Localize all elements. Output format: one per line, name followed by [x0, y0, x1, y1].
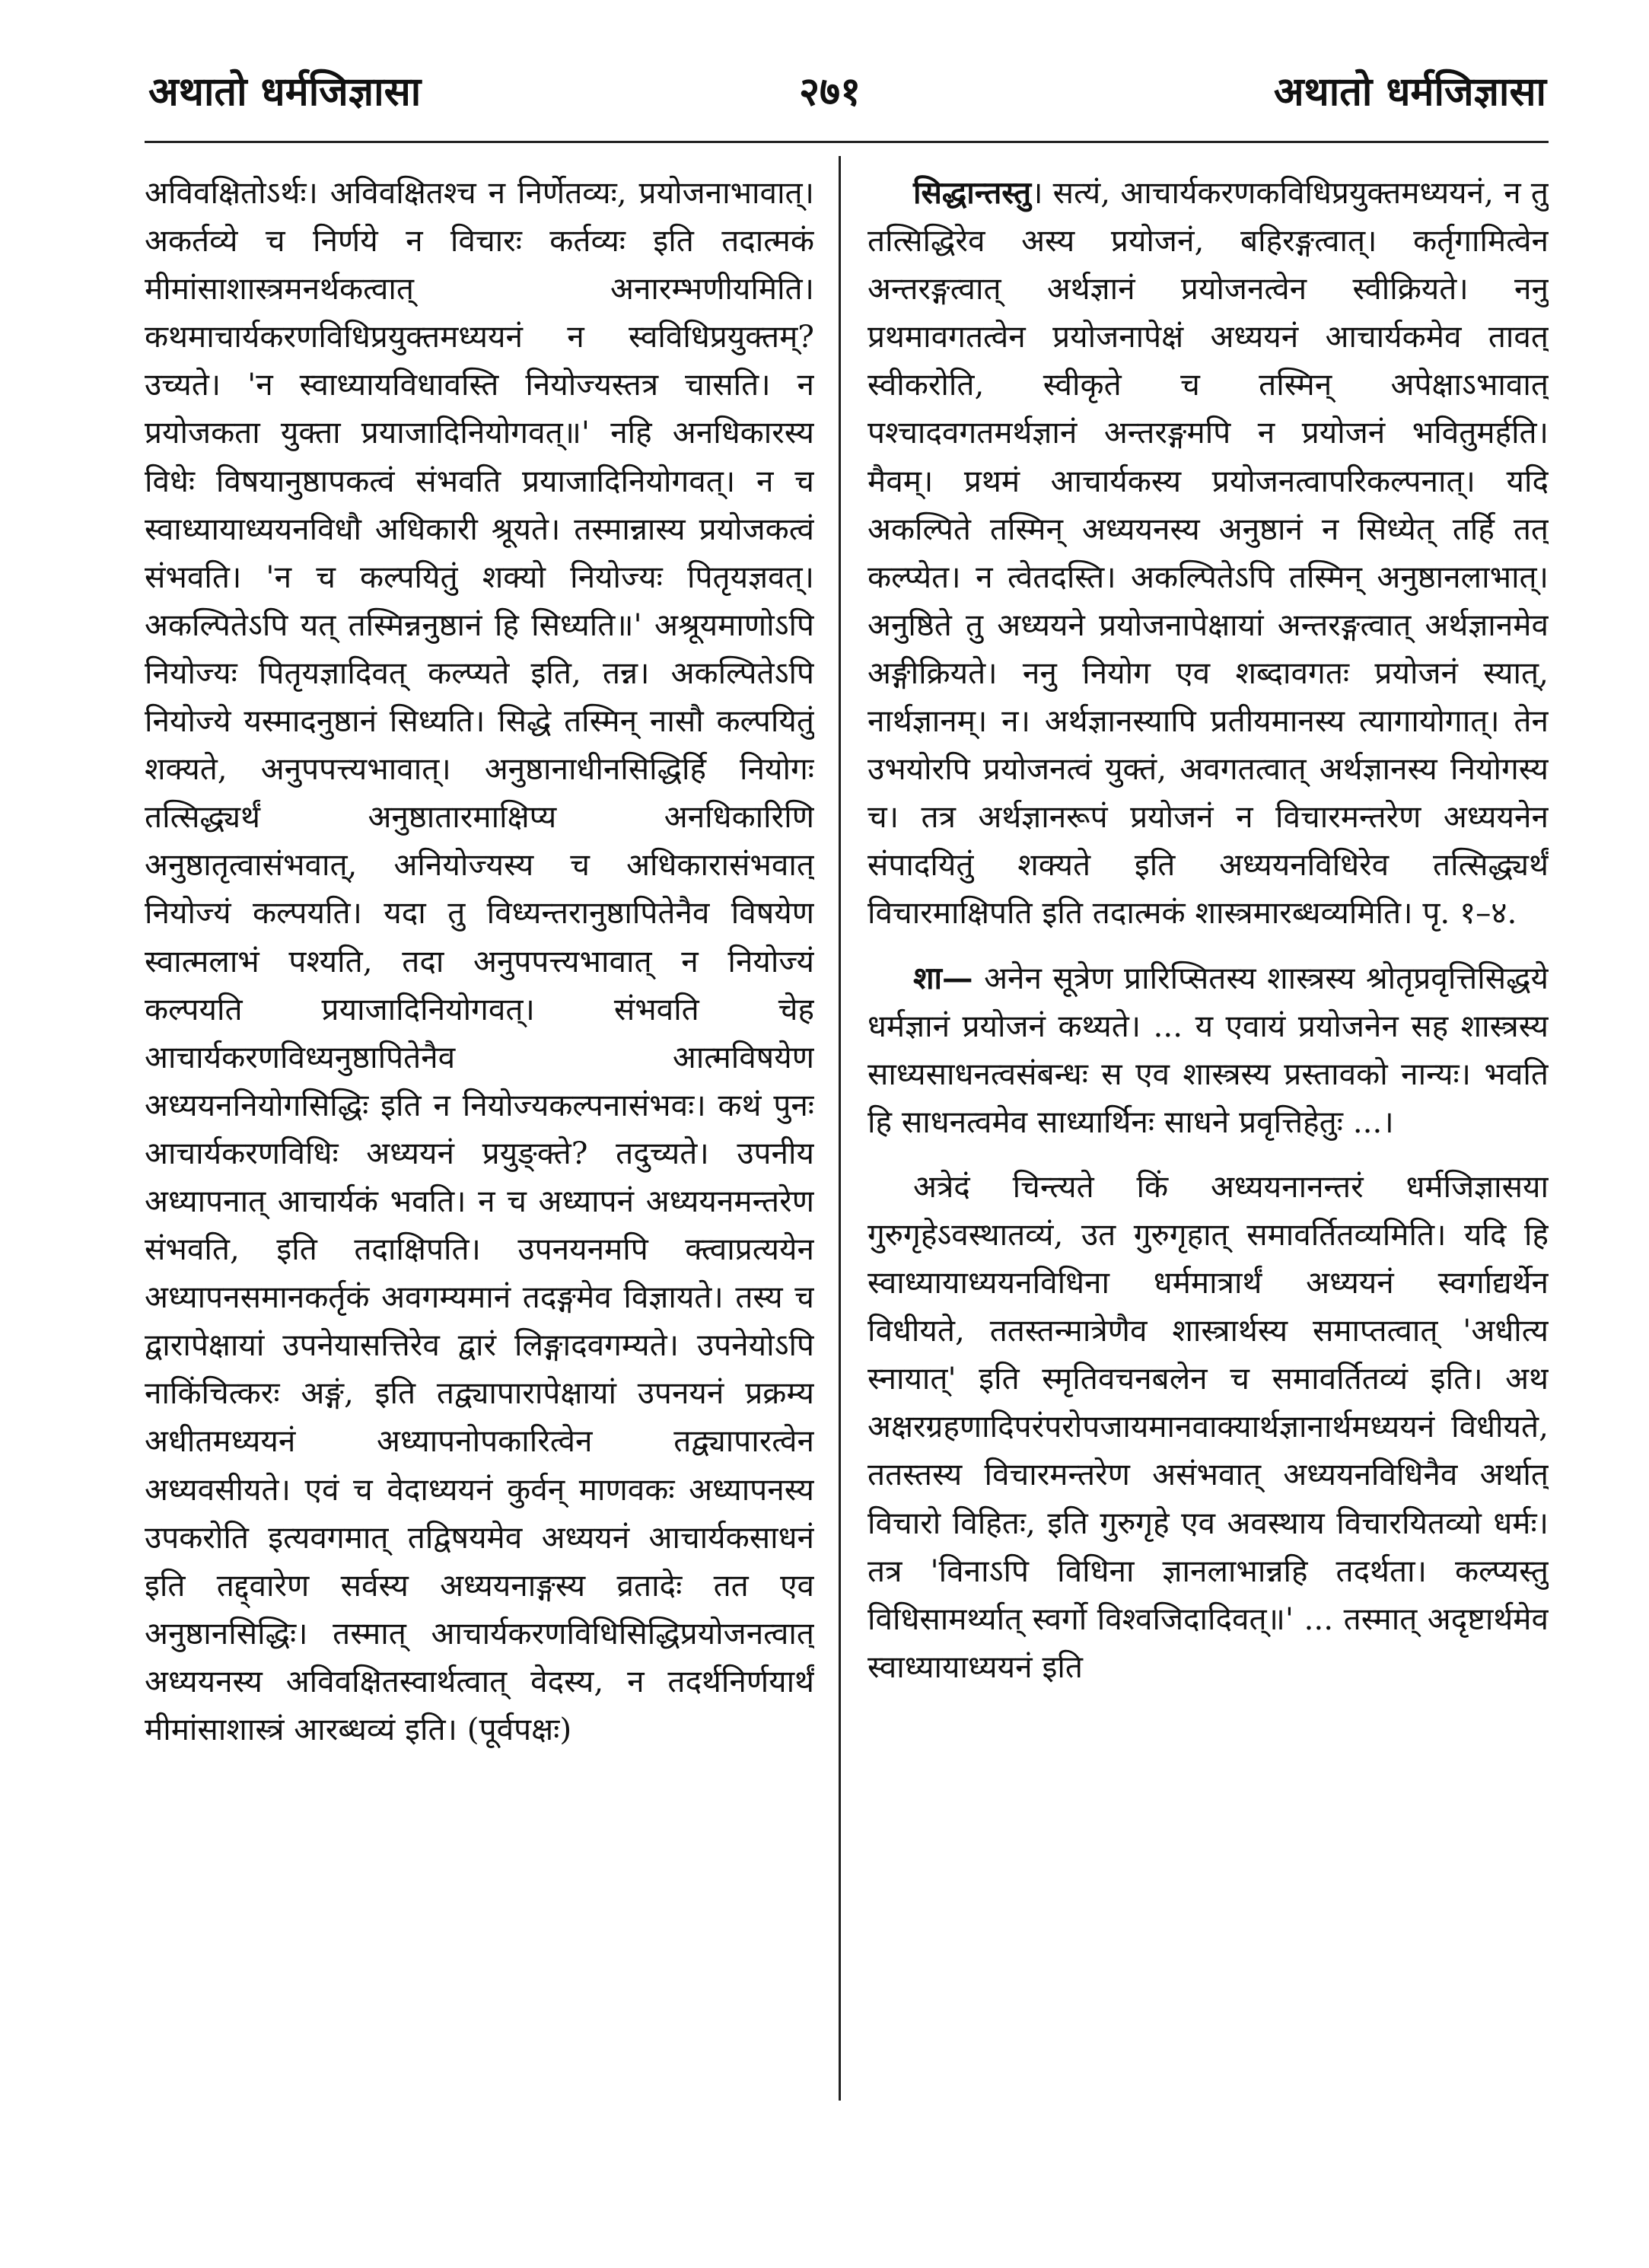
shabara-text: अनेन सूत्रेण प्रारिप्सितस्य शास्त्रस्य श्रोतृप्रवृत्तिसिद्धये धर्मज्ञानं प्रयोजनं कथ्यते। ... य एवायं प्रयोजनेन सह शास्त्रस्य साध्यसाधनत्वसंबन्धः स एव शास्त्रस्य प्रस्तावको नान्यः। भवति हि साधनत्वमेव साध्यार्थिनः साधने प्रवृत्तिहेतुः ...। [867, 959, 1549, 1140]
left-column [145, 169, 814, 2178]
running-head-left: अथातो धर्मजिज्ञासा [148, 68, 422, 115]
siddhanta-paragraph [867, 169, 1549, 938]
siddhanta-text: । सत्यं, आचार्यकरणकविधिप्रयुक्तमध्ययनं, न तु तत्सिद्धिरेव अस्य प्रयोजनं, बहिरङ्गत्वात्। कर्तृगामित्वेन अन्तरङ्गत्वात् अर्थज्ञानं प्रयोजनत्वेन स्वीक्रियते। ननु प्रथमावगतत्वेन प्रयोजनापेक्षं अध्ययनं आचार्यकमेव तावत् स्वीकरोति, स्वीकृते च तस्मिन् अपेक्षाऽभावात् पश्चादवगतमर्थज्ञानं अन्तरङ्गमपि न प्रयोजनं भवितुमर्हति। मैवम्। प्रथमं आचार्यकस्य प्रयोजनत्वापरिकल्पनात्। यदि अकल्पिते तस्मिन् अध्ययनस्य अनुष्ठानं न सिध्येत् तर्हि तत् कल्प्येत। न त्वेतदस्ति। अकल्पितेऽपि तस्मिन् अनुष्ठानलाभात्। अनुष्ठिते तु अध्ययने प्रयोजनापेक्षायां अन्तरङ्गत्वात् अर्थज्ञानमेव अङ्गीक्रियते। ननु नियोग एव शब्दावगतः प्रयोजनं स्यात्, नार्थज्ञानम्। न। अर्थज्ञानस्यापि प्रतीयमानस्य त्यागायोगात्। तेन उभयोरपि प्रयोजनत्वं युक्तं, अवगतत्वात् अर्थज्ञानस्य नियोगस्य च। तत्र अर्थज्ञानरूपं प्रयोजनं न विचारमन्तरेण अध्ययनेन संपादयितुं शक्यते इति अध्ययनविधिरेव तत्सिद्ध्यर्थं विचारमाक्षिपति इति तदात्मकं शास्त्रमारब्धव्यमिति। [867, 174, 1549, 932]
running-head-right: अथातो धर्मजिज्ञासा [1273, 68, 1546, 115]
page-number: २७१ [799, 68, 861, 115]
right-column [867, 169, 1549, 2178]
siddhanta-lead: सिद्धान्तस्तु [913, 174, 1032, 211]
shabara-paragraph [867, 954, 1549, 1146]
header-rule [145, 141, 1549, 143]
purvapaksha-paragraph: अविवक्षितोऽर्थः। अविवक्षितश्च न निर्णेतव्यः, प्रयोजनाभावात्। अकर्तव्ये च निर्णये न विचारः कर्तव्यः इति तदात्मकं मीमांसाशास्त्रमनर्थकत्वात् अनारम्भणीयमिति। कथमाचार्यकरणविधिप्रयुक्तमध्ययनं न स्वविधिप्रयुक्तम्? उच्यते। 'न स्वाध्यायविधावस्ति नियोज्यस्तत्र चासति। न प्रयोजकता युक्ता प्रयाजादिनियोगवत्॥' नहि अनधिकारस्य विधेः विषयानुष्ठापकत्वं संभवति प्रयाजादिनियोगवत्। न च स्वाध्यायाध्ययनविधौ अधिकारी श्रूयते। तस्मान्नास्य प्रयोजकत्वं संभवति। 'न च कल्पयितुं शक्यो नियोज्यः पितृयज्ञवत्। अकल्पितेऽपि यत् तस्मिन्ननुष्ठानं हि सिध्यति॥' अश्रूयमाणोऽपि नियोज्यः पितृयज्ञादिवत् कल्प्यते इति, तन्न। अकल्पितेऽपि नियोज्ये यस्मादनुष्ठानं सिध्यति। सिद्धे तस्मिन् नासौ कल्पयितुं शक्यते, अनुपपत्त्यभावात्। अनुष्ठानाधीनसिद्धिर्हि नियोगः तत्सिद्ध्यर्थं अनुष्ठातारमाक्षिप्य अनधिकारिणि अनुष्ठातृत्वासंभवात्, अनियोज्यस्य च अधिकारासंभवात् नियोज्यं कल्पयति। यदा तु विध्यन्तरानुष्ठापितेनैव विषयेण स्वात्मलाभं पश्यति, तदा अनुपपत्त्यभावात् न नियोज्यं कल्पयति प्रयाजादिनियोगवत्। संभवति चेह आचार्यकरणविध्यनुष्ठापितेनैव आत्मविषयेण अध्ययननियोगसिद्धिः इति न नियोज्यकल्पनासंभवः। कथं पुनः आचार्यकरणविधिः अध्ययनं प्रयुङ्क्ते? तदुच्यते। उपनीय अध्यापनात् आचार्यकं भवति। न च अध्यापनं अध्ययनमन्तरेण संभवति, इति तदाक्षिपति। उपनयनमपि क्त्वाप्रत्ययेन अध्यापनसमानकर्तृकं अवगम्यमानं तदङ्गमेव विज्ञायते। तस्य च द्वारापेक्षायां उपनेयासत्तिरेव द्वारं लिङ्गादवगम्यते। उपनेयोऽपि नाकिंचित्करः अङ्गं, इति तद्व्यापारापेक्षायां उपनयनं प्रक्रम्य अधीतमध्ययनं अध्यापनोपकारित्वेन तद्व्यापारत्वेन अध्यवसीयते। एवं च वेदाध्ययनं कुर्वन् माणवकः अध्यापनस्य उपकरोति इत्यवगमात् तद्विषयमेव अध्ययनं आचार्यकसाधनं इति तद्द्वारेण सर्वस्य अध्ययनाङ्गस्य व्रतादेः तत एव अनुष्ठानसिद्धिः। तस्मात् आचार्यकरणविधिसिद्धिप्रयोजनत्वात् अध्ययनस्य अविवक्षितस्वार्थत्वात् वेदस्य, न तदर्थनिर्णयार्थं मीमांसाशास्त्रं आरब्धव्यं इति। (पूर्वपक्षः) [145, 174, 814, 1747]
page-reference: पृ. १–४. [1422, 894, 1517, 932]
shabara-lead: शा— [913, 959, 973, 996]
discussion-paragraph: अत्रेदं चिन्त्यते किं अध्ययनानन्तरं धर्मजिज्ञासया गुरुगृहेऽवस्थातव्यं, उत गुरुगृहात् समावर्तितव्यमिति। यदि हि स्वाध्यायाध्ययनविधिना धर्ममात्रार्थं अध्ययनं स्वर्गाद्यर्थेन विधीयते, ततस्तन्मात्रेणैव शास्त्रार्थस्य समाप्तत्वात् 'अधीत्य स्नायात्' इति स्मृतिवचनबलेन च समावर्तितव्यं इति। अथ अक्षरग्रहणादिपरंपरोपजायमानवाक्यार्थज्ञानार्थमध्ययनं विधीयते, ततस्तस्य विचारमन्तरेण असंभवात् अध्ययनविधिनैव अर्थात् विचारो विहितः, इति गुरुगृहे एव अवस्थाय विचारयितव्यो धर्मः। तत्र 'विनाऽपि विधिना ज्ञानलाभान्नहि तदर्थता। कल्प्यस्तु विधिसामर्थ्यात् स्वर्गो विश्वजिदादिवत्॥' ... तस्मात् अदृष्टार्थमेव स्वाध्यायाध्ययनं इति [867, 1167, 1549, 1685]
column-divider [839, 156, 841, 2101]
